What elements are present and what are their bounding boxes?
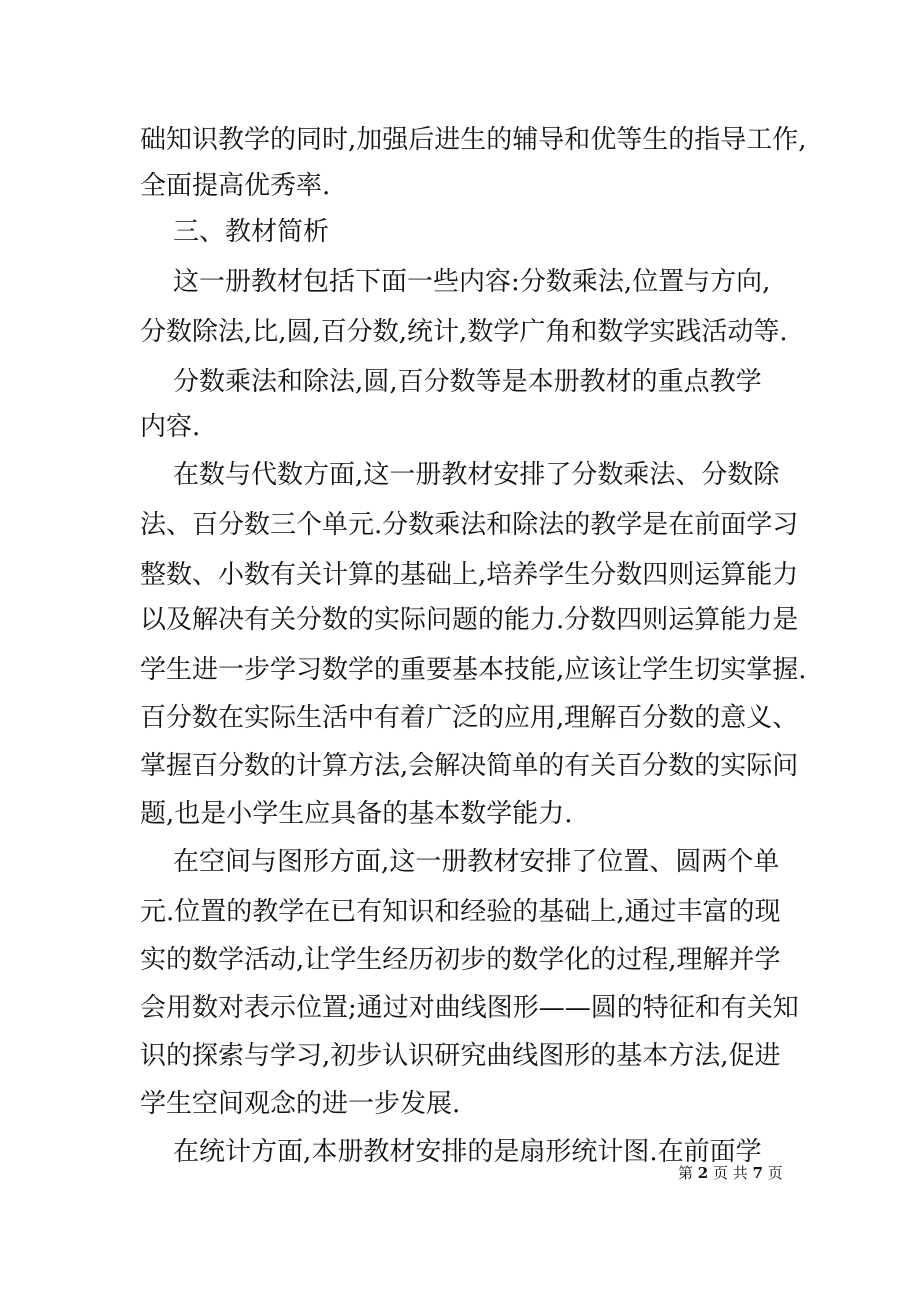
text-line: 实的数学活动,让学生经历初步的数学化的过程,理解并学 [140,945,781,975]
text-line: 全面提高优秀率. [140,171,331,201]
footer-middle: 页 共 [708,1164,753,1182]
text-line: 分数乘法和除法,圆,百分数等是本册教材的重点教学 [140,367,762,397]
section-heading: 三、教材简析 [140,217,330,247]
text-line: 元.位置的教学在已有知识和经验的基础上,通过丰富的现 [140,897,781,927]
text-line: 掌握百分数的计算方法,会解决简单的有关百分数的实际问 [140,751,799,781]
text-line: 学生进一步学习数学的重要基本技能,应该让学生切实掌握. [140,655,807,685]
text-line: 在统计方面,本册教材安排的是扇形统计图.在前面学 [140,1137,762,1167]
text-line: 在空间与图形方面,这一册教材安排了位置、圆两个单 [140,847,780,877]
text-line: 题,也是小学生应具备的基本数学能力. [140,799,573,829]
footer-prefix: 第 [678,1164,698,1182]
text-line: 会用数对表示位置;通过对曲线图形——圆的特征和有关知 [140,993,799,1023]
text-line: 以及解决有关分数的实际问题的能力.分数四则运算能力是 [140,605,799,635]
text-line: 础知识教学的同时,加强后进生的辅导和优等生的指导工作, [140,125,807,155]
footer-suffix: 页 [762,1164,783,1182]
text-line: 整数、小数有关计算的基础上,培养学生分数四则运算能力 [140,560,799,590]
text-line: 分数除法,比,圆,百分数,统计,数学广角和数学实践活动等. [140,317,788,347]
text-line: 学生空间观念的进一步发展. [140,1089,461,1119]
text-line: 百分数在实际生活中有着广泛的应用,理解百分数的意义、 [140,703,799,733]
text-line: 这一册教材包括下面一些内容:分数乘法,位置与方向, [140,267,771,297]
current-page-number: 2 [697,1164,709,1182]
text-line: 内容. [140,412,201,442]
total-page-number: 7 [752,1164,763,1182]
text-line: 识的探索与学习,初步认识研究曲线图形的基本方法,促进 [140,1041,781,1071]
text-line: 法、百分数三个单元.分数乘法和除法的教学是在前面学习 [140,510,799,540]
text-line: 在数与代数方面,这一册教材安排了分数乘法、分数除 [140,460,780,490]
page-number-footer [678,1162,783,1184]
